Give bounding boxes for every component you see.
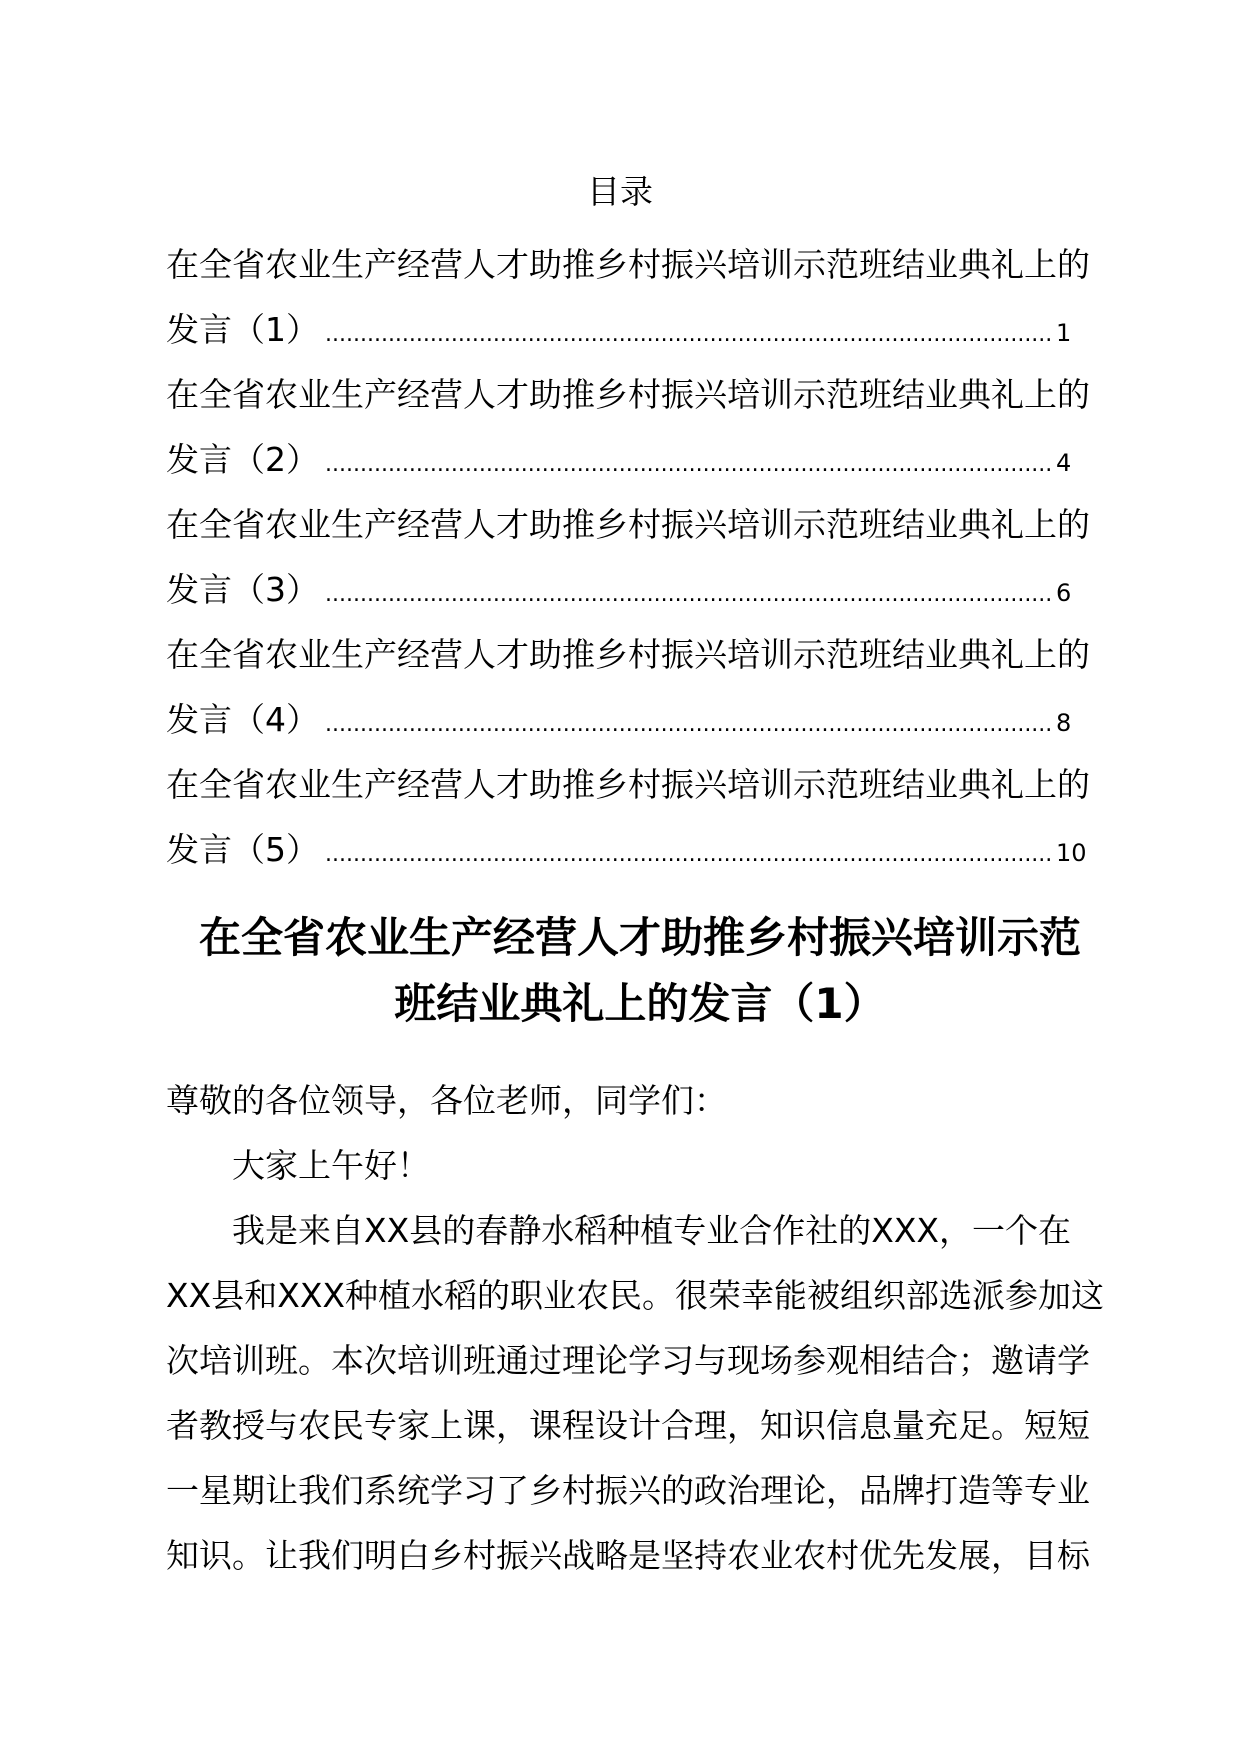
- toc-page-number: 8: [1056, 709, 1072, 737]
- toc-entry-title-end: 发言（2）: [166, 440, 319, 479]
- toc-entry[interactable]: [166, 232, 1096, 362]
- toc-entry-title-end: 发言（3）: [166, 570, 319, 609]
- toc-entry-line: [166, 557, 1096, 622]
- toc-page-number: 10: [1056, 839, 1087, 867]
- toc-entry-title-end: 发言（1）: [166, 310, 319, 349]
- table-of-contents: [166, 232, 1096, 882]
- toc-leader-dots: [325, 692, 1052, 757]
- toc-entry[interactable]: [166, 752, 1096, 882]
- greeting: 大家上午好！: [232, 1146, 430, 1185]
- toc-entry[interactable]: [166, 492, 1096, 622]
- body-paragraph: 我是来自XX县的春静水稻种植专业合作社的XXX，一个在XX县和XXX种植水稻的职业农民。很荣幸能被组织部选派参加这次培训班。本次培训班通过理论学习与现场参观相结合；邀请学者教授与农民专家上课，课程设计合理，知识信息量充足。短短一星期让我们系统学习了乡村振兴的政治理论，品牌打造等专业知识。让我们明白乡村振兴战略是坚持农业农村优先发展，目标: [166, 1211, 1105, 1575]
- toc-entry-title-end: 发言（4）: [166, 700, 319, 739]
- article-title-line2: 班结业典礼上的发言（1）: [394, 979, 886, 1028]
- toc-entry-title: 在全省农业生产经营人才助推乡村振兴培训示范班结业典礼上的: [166, 375, 1090, 414]
- toc-page-number: 4: [1056, 449, 1072, 477]
- toc-entry[interactable]: [166, 622, 1096, 752]
- toc-page-number: 1: [1056, 319, 1072, 347]
- toc-entry-title: 在全省农业生产经营人才助推乡村振兴培训示范班结业典礼上的: [166, 635, 1090, 674]
- toc-entry-title-end: 发言（5）: [166, 830, 319, 869]
- article-body: [166, 1068, 1106, 1588]
- article-title: [160, 905, 1120, 1037]
- toc-entry-title: 在全省农业生产经营人才助推乡村振兴培训示范班结业典礼上的: [166, 505, 1090, 544]
- toc-entry-line: [166, 427, 1096, 492]
- toc-entry-line: [166, 817, 1096, 882]
- toc-leader-dots: [325, 302, 1052, 367]
- toc-page-number: 6: [1056, 579, 1072, 607]
- toc-entry-line: [166, 297, 1096, 362]
- toc-entry[interactable]: [166, 362, 1096, 492]
- salutation: 尊敬的各位领导，各位老师，同学们：: [166, 1081, 727, 1120]
- toc-entry-title: 在全省农业生产经营人才助推乡村振兴培训示范班结业典礼上的: [166, 245, 1090, 284]
- toc-leader-dots: [325, 562, 1052, 627]
- toc-entry-title: 在全省农业生产经营人才助推乡村振兴培训示范班结业典礼上的: [166, 765, 1090, 804]
- toc-entry-line: [166, 687, 1096, 752]
- article-title-line1: 在全省农业生产经营人才助推乡村振兴培训示范: [198, 913, 1081, 962]
- toc-leader-dots: [325, 432, 1052, 497]
- toc-leader-dots: [325, 822, 1052, 887]
- toc-title: 目录: [587, 172, 653, 211]
